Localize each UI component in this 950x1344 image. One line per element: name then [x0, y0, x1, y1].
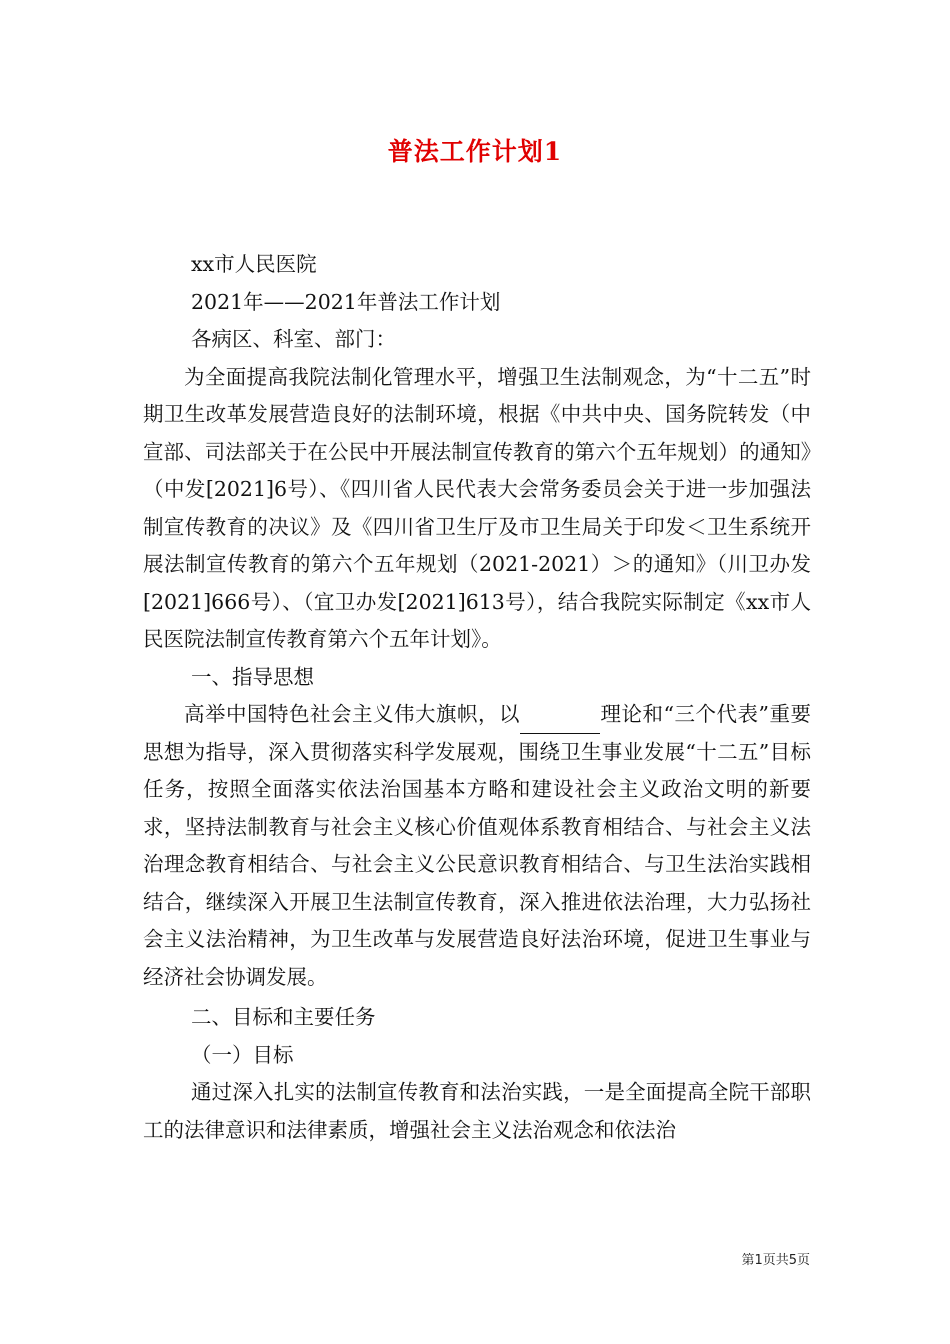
plan-name-line: 2021年——2021年普法工作计划: [191, 289, 501, 314]
blank-underline: [520, 713, 600, 734]
document-body: [143, 246, 811, 1149]
section-1-paragraph: [143, 696, 811, 996]
subsection-1-paragraph: 通过深入扎实的法制宣传教育和法治实践，一是全面提高全院干部职工的法律意识和法律素质，增强社会主义法治观念和依法治: [143, 1080, 811, 1142]
subsection-1-heading: （一）目标: [191, 1042, 294, 1067]
section-1-text-rest: 理论和“三个代表”重要思想为指导，深入贯彻落实科学发展观，围绕卫生事业发展“十二五”目标任务，按照全面落实依法治国基本方略和建设社会主义政治文明的新要求，坚持法制教育与社会主义核心价值观体系教育相结合、与社会主义法治理念教育相结合、与社会主义公民意识教育相结合、与卫生法治实践相结合，继续深入开展卫生法制宣传教育，深入推进依法治理，大力弘扬社会主义法治精神，为卫生改革与发展营造良好法治环境，促进卫生事业与经济社会协调发展。: [143, 702, 812, 989]
section-1-heading: 一、指导思想: [191, 664, 314, 689]
section-2-heading: 二、目标和主要任务: [191, 1005, 376, 1029]
organization-line: xx市人民医院: [191, 252, 317, 276]
section-1-text-start: 高举中国特色社会主义伟大旗帜，以: [184, 702, 521, 726]
document-title: 普法工作计划1: [387, 137, 563, 166]
intro-paragraph: 为全面提高我院法制化管理水平，增强卫生法制观念，为“十二五”时期卫生改革发展营造良好的法制环境，根据《中共中央、国务院转发（中宣部、司法部关于在公民中开展法制宣传教育的第六个五年规划）的通知》（中发[2021]6号）、《四川省人民代表大会常务委员会关于进一步加强法制宣传教育的决议》及《四川省卫生厅及市卫生局关于印发＜卫生系统开展法制宣传教育的第六个五年规划（2021-2021）＞的通知》（川卫办发[2021]666号）、（宜卫办发[2021]613号），结合我院实际制定《xx市人民医院法制宣传教育第六个五年计划》。: [143, 364, 811, 651]
recipients-line: 各病区、科室、部门：: [191, 327, 396, 351]
page-number-footer: 第1页共5页: [741, 1253, 810, 1268]
